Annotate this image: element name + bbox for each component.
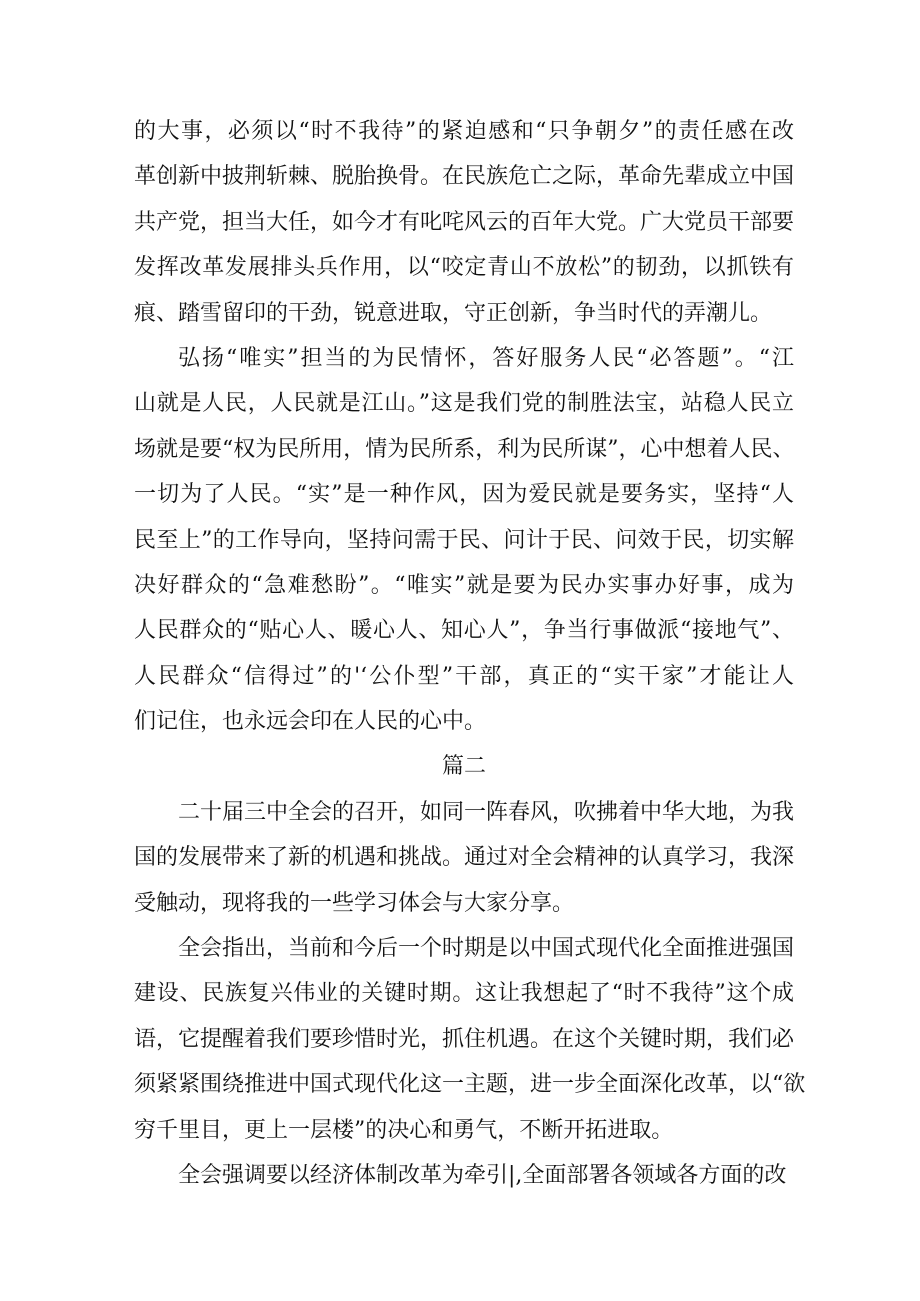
paragraph [134, 336, 794, 745]
text-line: 民至上”的工作导向，坚持问需于民、问计于民、问效于民，切实解 [134, 527, 794, 553]
paragraph [134, 109, 794, 336]
text-line: 的大事，必须以“时不我待”的紧迫感和“只争朝夕”的责任感在改 [134, 119, 794, 144]
text-line: 决好群众的“急难愁盼”。“唯实”就是要为民办实事办好事，成为 [134, 572, 794, 598]
text-line: 全会指出，当前和今后一个时期是以中国式现代化全面推进强国 [178, 936, 795, 962]
text-line: 革创新中披荆斩棘、脱胎换骨。在民族危亡之际，革命先辈成立中国 [134, 164, 795, 190]
document-body [134, 109, 806, 1198]
text-line: 山就是人民，人民就是江山。”这是我们党的制胜法宝，站稳人民立 [134, 391, 794, 417]
text-line: 全会强调要以经济体制改革为牵引|,全面部署各领域各方面的改 [178, 1162, 787, 1188]
text-line: 建设、民族复兴伟业的关键时期。这让我想起了“时不我待”这个成 [134, 981, 794, 1007]
text-line: 二十届三中全会的召开，如同一阵春风，吹拂着中华大地，为我 [178, 799, 795, 825]
text-line: 人民群众“信得过”的'‘公仆型”干部，真正的“实干家”才能让人 [134, 663, 794, 689]
section-one [134, 109, 794, 744]
section-two [134, 790, 806, 1199]
paragraph [134, 1153, 794, 1198]
text-line: 一切为了人民。“实”是一种作风，因为爱民就是要务实，坚持“人 [134, 482, 794, 508]
text-line: 共产党，担当大任，如今才有叱咤风云的百年大党。广大党员干部要 [134, 209, 795, 235]
text-line: 语，它提醒着我们要珍惜时光，抓住机遇。在这个关键时期，我们必 [134, 1026, 795, 1052]
text-line: 人民群众的“贴心人、暖心人、知心人”，争当行事做派“接地气”、 [134, 618, 794, 644]
text-line: 痕、踏雪留印的干劲，锐意进取，守正创新，争当时代的弄潮儿。 [134, 300, 773, 326]
text-line: 们记住，也永远会印在人民的心中。 [134, 709, 487, 735]
text-line: 弘扬“唯实”担当的为民情怀，答好服务人民“必答题”。“江 [178, 345, 794, 371]
text-line: 穷千里目，更上一层楼”的决心和勇气，不断开拓进取。 [134, 1117, 674, 1143]
text-line: 发挥改革发展排头兵作用，以“咬定青山不放松”的韧劲，以抓铁有 [134, 255, 794, 281]
text-line: 国的发展带来了新的机遇和挑战。通过对全会精神的认真学习，我深 [134, 845, 795, 871]
text-line: 场就是要“权为民所用，情为民所系，利为民所谋”，心中想着人民、 [134, 436, 795, 462]
paragraph [134, 790, 794, 926]
paragraph [134, 926, 806, 1153]
text-line: 受触动，现将我的一些学习体会与大家分享。 [134, 890, 575, 916]
text-line: 须紧紧围绕推进中国式现代化这一主题，进一步全面深化改革，以“欲 [134, 1072, 806, 1098]
section-heading: 篇二 [441, 754, 486, 780]
